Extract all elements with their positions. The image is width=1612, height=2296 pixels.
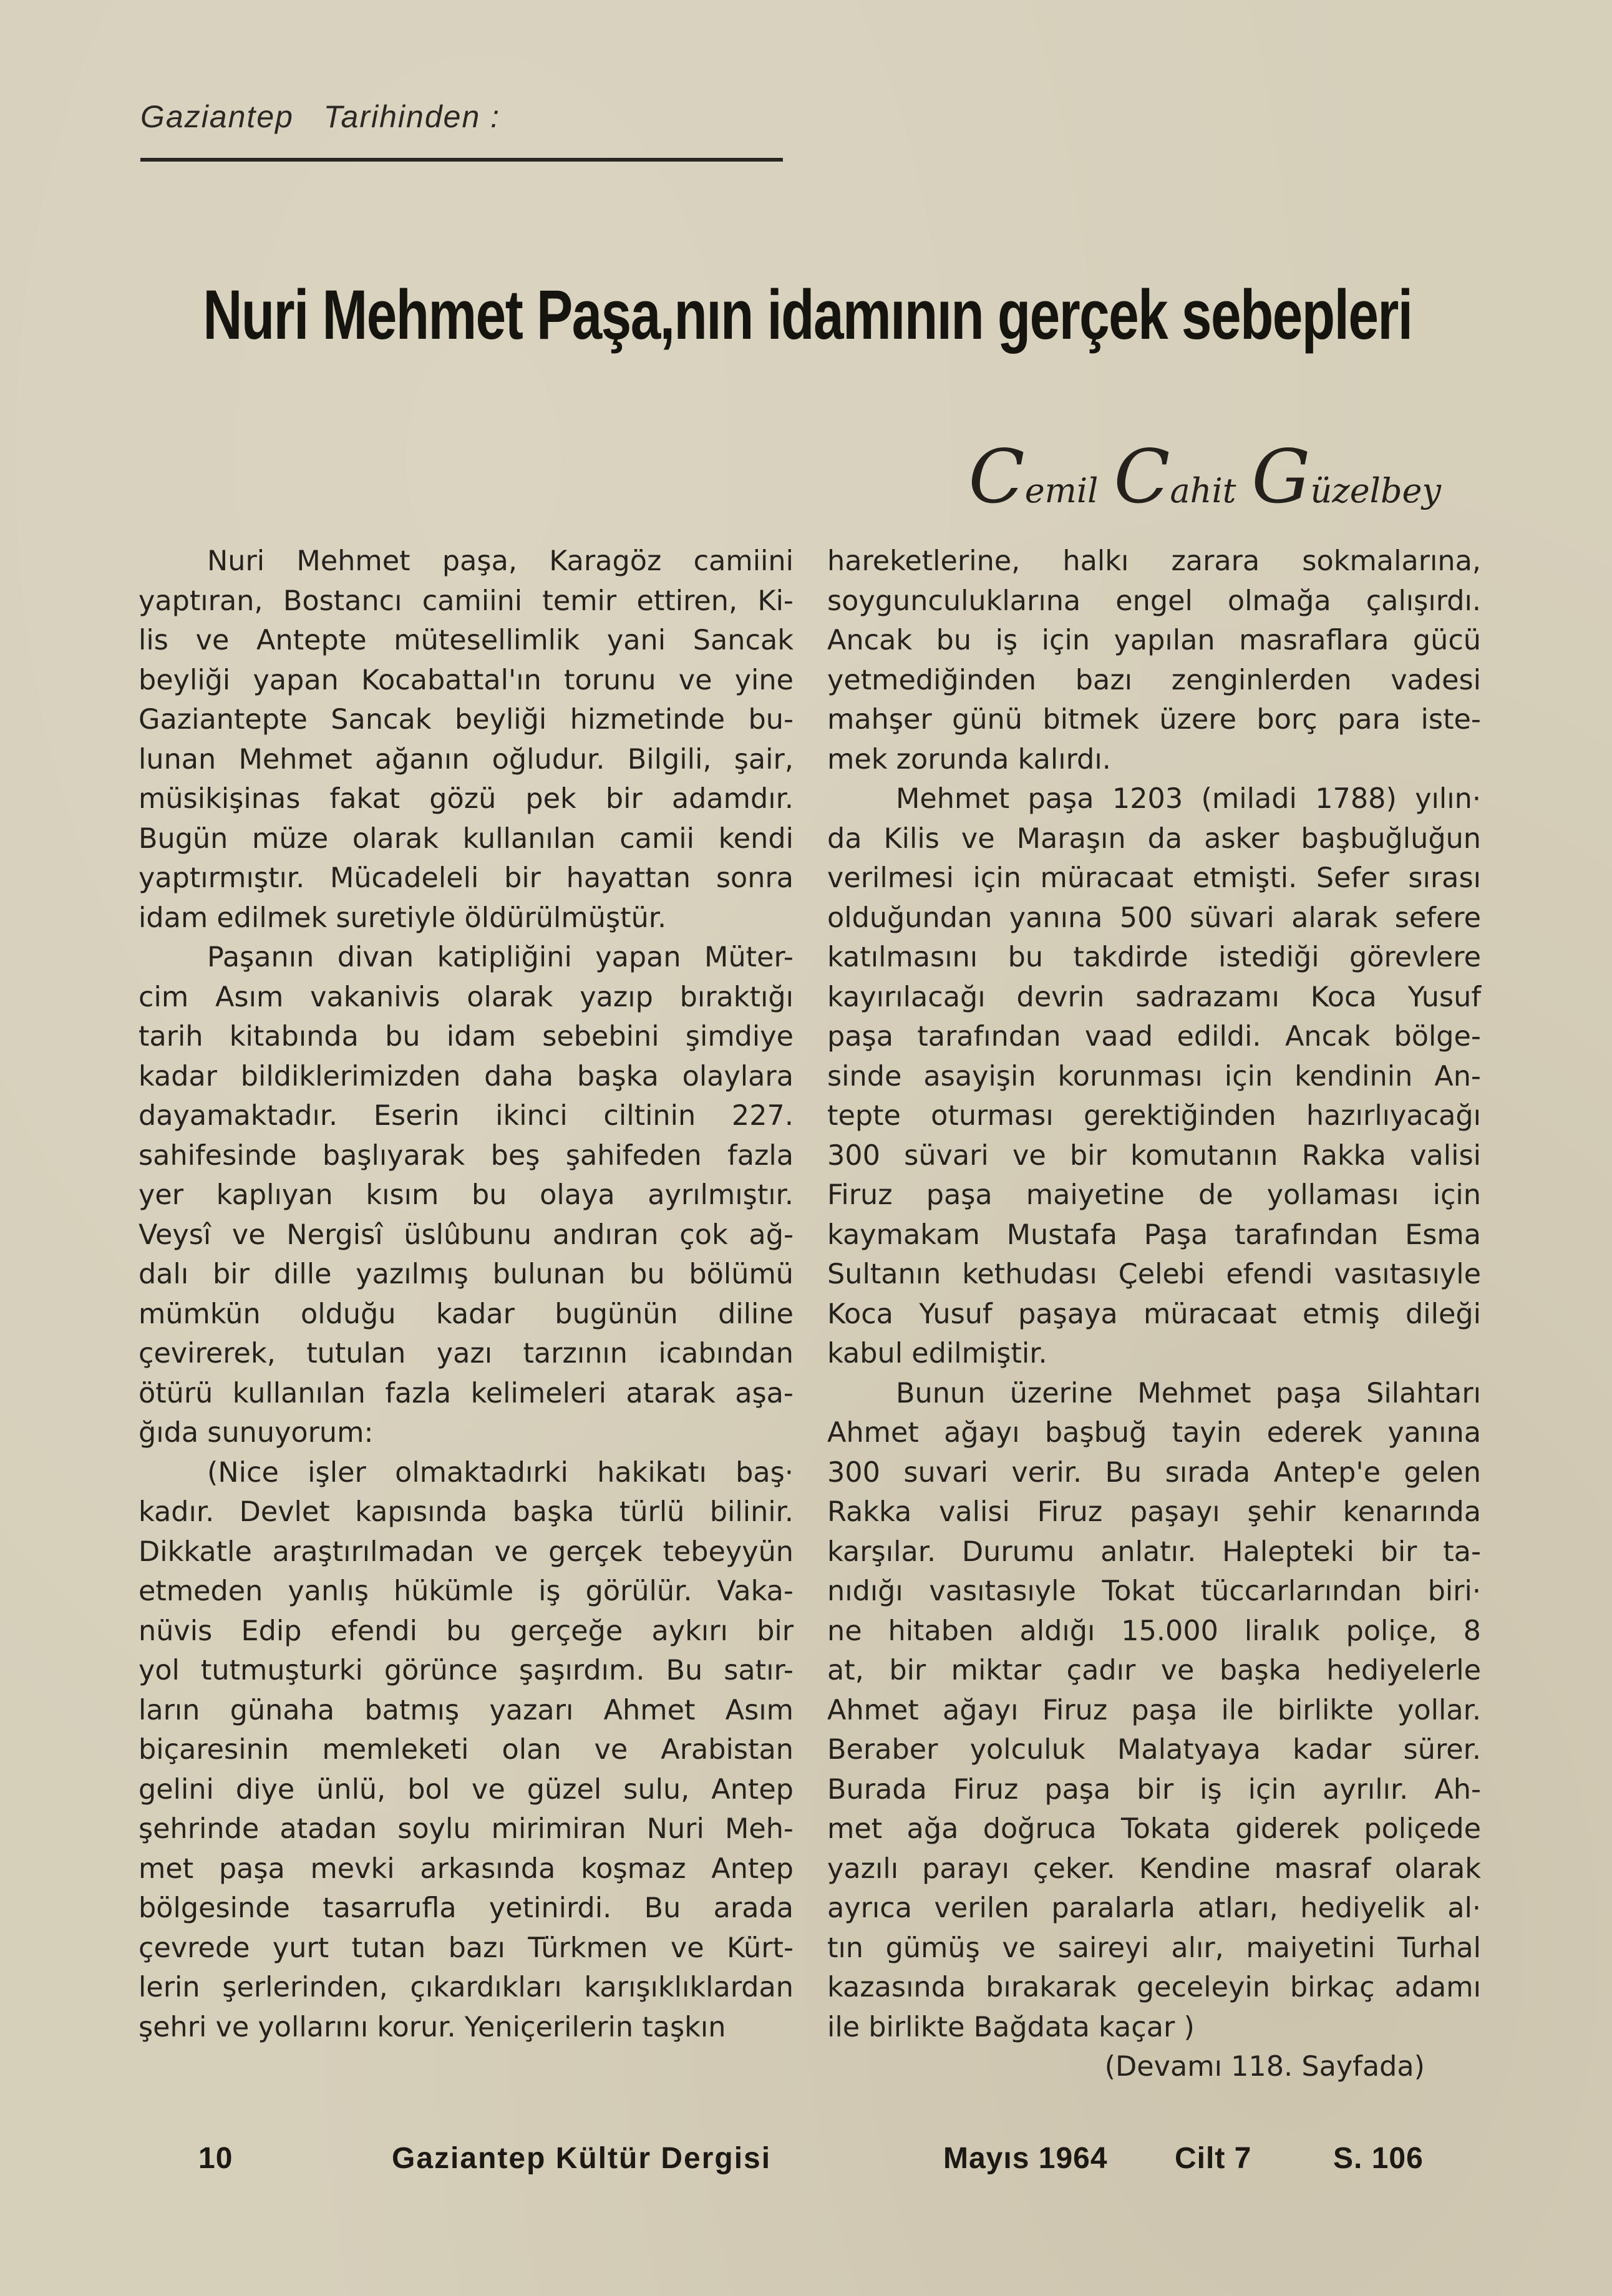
text-line: hareketlerine, halkı zarara sokmalarına, xyxy=(827,545,1481,577)
footer-volume: Cilt 7 xyxy=(1175,2142,1252,2175)
text-line: Dikkatle araştırılmadan ve gerçek tebeyyün xyxy=(138,1535,794,1568)
text-line: at, bir miktar çadır ve başka hediyelerle xyxy=(827,1655,1481,1686)
footer-page-number: 10 xyxy=(198,2142,233,2175)
text-line: Rakka valisi Firuz paşayı şehir kenarında xyxy=(827,1496,1481,1528)
text-line: beyliği yapan Kocabattal'ın torunu ve yine xyxy=(138,664,794,696)
header-rule xyxy=(140,158,783,162)
text-line: (Devamı 118. Sayfada) xyxy=(1104,2051,1425,2083)
text-line: idam edilmek suretiyle öldürülmüştür. xyxy=(138,902,667,934)
text-line: lerin şerlerinden, çıkardıkları karışıklıklardan xyxy=(138,1972,794,2003)
text-line: met paşa mevki arkasında koşmaz Antep xyxy=(138,1852,794,1885)
left-column xyxy=(138,542,794,2047)
author-signature xyxy=(923,434,1441,520)
running-head: Gaziantep Tarihinden : xyxy=(140,99,501,134)
footer-issue: S. 106 xyxy=(1333,2142,1424,2175)
text-line: olduğundan yanına 500 süvari alarak sefere xyxy=(827,902,1481,934)
text-line: Burada Firuz paşa bir iş için ayrılır. Ah- xyxy=(827,1773,1481,1806)
text-line: biçaresinin memleketi olan ve Arabistan xyxy=(138,1734,794,1766)
text-line: mahşer günü bitmek üzere borç para iste- xyxy=(827,704,1481,736)
text-line: Mehmet paşa 1203 (miladi 1788) yılın· xyxy=(896,783,1481,815)
text-line: yaptırmıştır. Mücadeleli bir hayattan sonra xyxy=(138,862,794,894)
text-line: ayrıca verilen paralarla atları, hediyelik al· xyxy=(827,1892,1481,1924)
text-line: verilmesi için müracaat etmişti. Sefer sırası xyxy=(827,862,1481,894)
text-line: tın gümüş ve saireyi alır, maiyetini Turhal xyxy=(827,1932,1481,1964)
text-line: kabul edilmiştir. xyxy=(827,1338,1047,1369)
text-line: Beraber yolculuk Malatyaya kadar sürer. xyxy=(827,1734,1481,1766)
text-line: kazasında bırakarak geceleyin birkaç adamı xyxy=(827,1972,1481,2003)
text-line: lunan Mehmet ağanın oğludur. Bilgili, şair, xyxy=(138,743,794,776)
text-line: Firuz paşa maiyetine de yollaması için xyxy=(827,1179,1481,1211)
text-line: Ahmet ağayı Firuz paşa ile birlikte yollar. xyxy=(827,1694,1481,1726)
text-line: çevrede yurt tutan bazı Türkmen ve Kürt- xyxy=(138,1932,794,1964)
text-line: kadar bildiklerimizden daha başka olaylara xyxy=(138,1060,794,1092)
text-line: kadır. Devlet kapısında başka türlü bilinir. xyxy=(138,1496,794,1528)
text-line: mek zorunda kalırdı. xyxy=(827,743,1111,776)
text-line: yol tutmuşturki görünce şaşırdım. Bu satır- xyxy=(138,1655,794,1686)
author-initial-3: G xyxy=(1251,434,1311,520)
text-line: Sultanın kethudası Çelebi efendi vasıtasıyle xyxy=(827,1258,1481,1290)
author-initial-2: C xyxy=(1114,434,1170,520)
text-line: nıdığı vasıtasıyle Tokat tüccarlarından biri· xyxy=(827,1575,1481,1607)
text-line: cim Asım vakanivis olarak yazıp bıraktığı xyxy=(138,981,794,1013)
text-line: ile birlikte Bağdata kaçar ) xyxy=(827,2011,1195,2043)
text-line: sahifesinde başlıyarak beş şahifeden fazla xyxy=(138,1139,794,1172)
text-line: Koca Yusuf paşaya müracaat etmiş dileği xyxy=(827,1298,1481,1330)
text-line: katılmasını bu takdirde istediği görevlere xyxy=(827,941,1481,973)
text-line: yaptıran, Bostancı camiini temir ettiren, Ki- xyxy=(138,585,794,617)
text-line: tarih kitabında bu idam sebebini şimdiye xyxy=(138,1021,794,1053)
text-line: lis ve Antepte mütesellimlik yani Sancak xyxy=(138,625,794,656)
text-line: etmeden yanlış hükümle iş görülür. Vaka- xyxy=(138,1575,794,1607)
text-line: paşa tarafından vaad edildi. Ancak bölge- xyxy=(827,1021,1481,1053)
text-line: şehri ve yollarını korur. Yeniçerilerin taşkın xyxy=(138,2011,726,2043)
text-line: ötürü kullanılan fazla kelimeleri atarak aşa- xyxy=(138,1377,794,1409)
text-line: (Nice işler olmaktadırki hakikatı baş· xyxy=(207,1456,794,1489)
author-name-3: üzelbey xyxy=(1310,471,1441,510)
text-line: 300 suvari verir. Bu sırada Antep'e gelen xyxy=(827,1456,1481,1489)
text-line: ların günaha batmış yazarı Ahmet Asım xyxy=(138,1694,794,1726)
text-line: dayamaktadır. Eserin ikinci ciltinin 227. xyxy=(138,1100,794,1132)
text-line: nüvis Edip efendi bu gerçeğe aykırı bir xyxy=(138,1615,794,1647)
text-line: bölgesinde tasarrufla yetinirdi. Bu arada xyxy=(138,1892,794,1924)
text-line: dalı bir dille yazılmış bulunan bu bölümü xyxy=(138,1258,794,1290)
author-initial-1: C xyxy=(968,434,1025,520)
text-line: karşılar. Durumu anlatır. Halepteki bir ta- xyxy=(827,1535,1481,1568)
text-line: yer kaplıyan kısım bu olaya ayrılmıştır. xyxy=(138,1179,794,1211)
text-line: çevirerek, tutulan yazı tarzının icabından xyxy=(138,1338,794,1369)
author-name-1: emil xyxy=(1024,471,1099,510)
text-line: Paşanın divan katipliğini yapan Müter- xyxy=(207,941,794,973)
text-line: kayırılacağı devrin sadrazamı Koca Yusuf xyxy=(827,981,1481,1013)
text-line: da Kilis ve Maraşın da asker başbuğluğun xyxy=(827,822,1481,855)
text-line: şehrinde atadan soylu mirimiran Nuri Meh- xyxy=(138,1813,794,1845)
author-name-2: ahit xyxy=(1170,471,1236,510)
text-line: kaymakam Mustafa Paşa tarafından Esma xyxy=(827,1219,1481,1251)
text-line: Ahmet ağayı başbuğ tayin ederek yanına xyxy=(827,1417,1481,1449)
article-title: Nuri Mehmet Paşa,nın idamının gerçek sebepleri xyxy=(203,276,1412,354)
text-line: 300 süvari ve bir komutanın Rakka valisi xyxy=(827,1139,1481,1172)
text-line: ğıda sunuyorum: xyxy=(138,1417,374,1449)
text-line: Veysî ve Nergisî üslûbunu andıran çok ağ- xyxy=(138,1219,794,1251)
text-line: sinde asayişin korunması için kendinin An- xyxy=(827,1060,1481,1092)
footer-date: Mayıs 1964 xyxy=(943,2142,1108,2175)
text-line: ne hitaben aldığı 15.000 liralık poliçe, 8 xyxy=(827,1615,1481,1647)
text-line: Bunun üzerine Mehmet paşa Silahtarı xyxy=(896,1377,1481,1409)
text-line: tepte oturması gerektiğinden hazırlıyacağı xyxy=(827,1100,1481,1132)
text-line: Gaziantepte Sancak beyliği hizmetinde bu- xyxy=(138,704,794,736)
text-line: yazılı parayı çeker. Kendine masraf olarak xyxy=(827,1852,1481,1885)
text-line: Ancak bu iş için yapılan masraflara gücü xyxy=(827,625,1481,656)
text-line: soygunculuklarına engel olmağa çalışırdı. xyxy=(827,585,1481,617)
text-line: met ağa doğruca Tokata giderek poliçede xyxy=(827,1813,1481,1845)
right-column xyxy=(827,542,1481,2087)
text-line: gelini diye ünlü, bol ve güzel sulu, Antep xyxy=(138,1773,794,1806)
text-line: Bugün müze olarak kullanılan camii kendi xyxy=(138,822,794,855)
text-line: mümkün olduğu kadar bugünün diline xyxy=(138,1298,794,1330)
text-line: müsikişinas fakat gözü pek bir adamdır. xyxy=(138,783,794,815)
text-line: Nuri Mehmet paşa, Karagöz camiini xyxy=(207,545,794,577)
footer-magazine-name: Gaziantep Kültür Dergisi xyxy=(392,2142,772,2175)
text-line: yetmediğinden bazı zenginlerden vadesi xyxy=(827,664,1481,696)
